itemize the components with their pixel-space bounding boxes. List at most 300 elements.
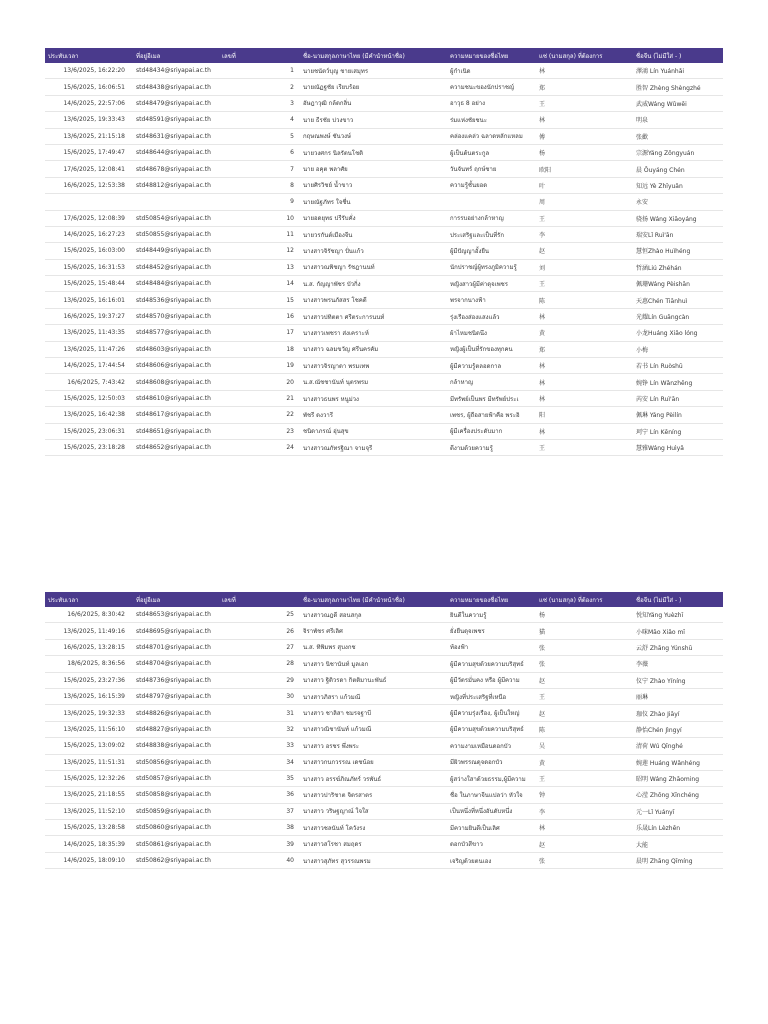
number-cell: 7: [219, 161, 300, 177]
surname-cell: 张: [536, 656, 633, 672]
table-row: [45, 390, 723, 406]
surname-cell: 王: [536, 210, 633, 226]
table-row: [45, 358, 723, 374]
header-row: [45, 592, 723, 607]
email-cell: std48736@sriyapai.ac.th: [133, 672, 219, 688]
table-row: [45, 112, 723, 128]
thai-name-cell: นางสาว อรรฆ์ภิณภัทร์ วรพันธ์: [300, 770, 447, 786]
thai-name-cell: นางสาวชลนันท์ โควังรง: [300, 820, 447, 836]
surname-cell: 林: [536, 374, 633, 390]
number-cell: 26: [219, 623, 300, 639]
chinese-name-cell: 婉铮 Lín Wǎnzhēng: [633, 374, 723, 390]
email-cell: std48577@sriyapai.ac.th: [133, 325, 219, 341]
header-timestamp: ประทับเวลา: [45, 592, 133, 607]
number-cell: 2: [219, 79, 300, 95]
table-row: [45, 194, 723, 210]
header-meaning: ความหมายของชื่อไทย: [447, 48, 536, 63]
surname-cell: 王: [536, 95, 633, 111]
chinese-name-cell: 芮安 Lín Ruì'ān: [633, 390, 723, 406]
table-row: [45, 243, 723, 259]
chinese-name-cell: 小龙Huáng Xiǎo lóng: [633, 325, 723, 341]
header-number: เลขที่: [219, 592, 300, 607]
surname-cell: 吴: [536, 738, 633, 754]
timestamp-cell: 14/6/2025, 16:27:23: [45, 226, 133, 242]
table-row: [45, 688, 723, 704]
student-names-table-1: [45, 48, 723, 456]
table-row: [45, 226, 723, 242]
surname-cell: 阳: [536, 407, 633, 423]
chinese-name-cell: 小咪Māo Xiǎo mī: [633, 623, 723, 639]
timestamp-cell: 18/6/2025, 8:36:56: [45, 656, 133, 672]
thai-name-cell: นางสาวปาริชาต จิตรสาตร: [300, 787, 447, 803]
surname-cell: 刘: [536, 259, 633, 275]
number-cell: 36: [219, 787, 300, 803]
header-row: [45, 48, 723, 63]
timestamp-cell: 14/6/2025, 22:57:06: [45, 95, 133, 111]
chinese-name-cell: 瑞安Lǐ Ruì'ān: [633, 226, 723, 242]
number-cell: 39: [219, 836, 300, 852]
surname-cell: 赵: [536, 836, 633, 852]
name-meaning-cell: มีความยินดีเป็นเลิศ: [447, 820, 536, 836]
table-row: [45, 407, 723, 423]
name-meaning-cell: ผู้มีความรู้ตลอดกาล: [447, 358, 536, 374]
table-row: [45, 705, 723, 721]
chinese-name-cell: 天惠Chén Tiānhuì: [633, 292, 723, 308]
thai-name-cell: นางสาวกนกวรรณ เดชน้อย: [300, 754, 447, 770]
table-row: [45, 738, 723, 754]
chinese-name-cell: 知远 Yè Zhīyuǎn: [633, 177, 723, 193]
name-meaning-cell: กล้าหาญ: [447, 374, 536, 390]
name-meaning-cell: ยินดีในความรู้: [447, 607, 536, 623]
number-cell: 25: [219, 607, 300, 623]
header-meaning: ความหมายของชื่อไทย: [447, 592, 536, 607]
email-cell: std48449@sriyapai.ac.th: [133, 243, 219, 259]
name-meaning-cell: ความรู้ชั้นยอด: [447, 177, 536, 193]
number-cell: 11: [219, 226, 300, 242]
email-cell: std48606@sriyapai.ac.th: [133, 358, 219, 374]
thai-name-cell: น.ส. ทิพิมพร สุบงกช: [300, 639, 447, 655]
number-cell: 29: [219, 672, 300, 688]
thai-name-cell: นางสาวพรนภัสสร โชคดี: [300, 292, 447, 308]
header-email: ที่อยู่อีเมล: [133, 592, 219, 607]
timestamp-cell: 16/6/2025, 12:53:38: [45, 177, 133, 193]
name-meaning-cell: ดอกบัวสีขาว: [447, 836, 536, 852]
name-meaning-cell: ผู้เป็นต้นตระกูล: [447, 144, 536, 160]
name-meaning-cell: ชื่อ ในภาษาจีนแปลว่า หัวใจ: [447, 787, 536, 803]
table-row: [45, 292, 723, 308]
surname-cell: 郑: [536, 341, 633, 357]
chinese-name-cell: 永安: [633, 194, 723, 210]
table-row: [45, 607, 723, 623]
name-meaning-cell: ความงามเหมือนดอกบัว: [447, 738, 536, 754]
chinese-name-cell: 清荷 Wú Qīnghé: [633, 738, 723, 754]
thai-name-cell: นางสาวจิรญาดา พรมเทพ: [300, 358, 447, 374]
surname-cell: 赵: [536, 243, 633, 259]
thai-name-cell: นางสาว วริษฐญาณ์ ใจใส: [300, 803, 447, 819]
email-cell: std50862@sriyapai.ac.th: [133, 852, 219, 868]
surname-cell: 周: [536, 194, 633, 210]
header-thai-name: ชื่อ-นามสกุลภาษาไทย (มีคำนำหน้าชื่อ): [300, 48, 447, 63]
number-cell: 37: [219, 803, 300, 819]
table-row: [45, 79, 723, 95]
header-timestamp: ประทับเวลา: [45, 48, 133, 63]
thai-name-cell: นางสาวสุภัทร สุวรรณพรม: [300, 852, 447, 868]
chinese-name-cell: 昭明 Wáng Zhāoming: [633, 770, 723, 786]
number-cell: 4: [219, 112, 300, 128]
email-cell: std48797@sriyapai.ac.th: [133, 688, 219, 704]
email-cell: std48570@sriyapai.ac.th: [133, 308, 219, 324]
chinese-name-cell: 乐晟Lín Lèzhēn: [633, 820, 723, 836]
timestamp-cell: 13/6/2025, 19:33:43: [45, 112, 133, 128]
chinese-name-cell: 静怡Chén Jìngyí: [633, 721, 723, 737]
chinese-name-cell: 若书 Lín Ruòshū: [633, 358, 723, 374]
email-cell: std48827@sriyapai.ac.th: [133, 721, 219, 737]
email-cell: std48631@sriyapai.ac.th: [133, 128, 219, 144]
timestamp-cell: 16/6/2025, 7:43:42: [45, 374, 133, 390]
thai-name-cell: นางสาว อรชร พึ่งพระ: [300, 738, 447, 754]
name-meaning-cell: หญิงสาวผู้มีค่าดุจเพชร: [447, 276, 536, 292]
table-row: [45, 63, 723, 79]
surname-cell: 林: [536, 63, 633, 79]
email-cell: std48701@sriyapai.ac.th: [133, 639, 219, 655]
number-cell: 35: [219, 770, 300, 786]
timestamp-cell: 15/6/2025, 16:03:00: [45, 243, 133, 259]
chinese-name-cell: 佩珊Wáng Pèishān: [633, 276, 723, 292]
header-email: ที่อยู่อีเมล: [133, 48, 219, 63]
thai-name-cell: นายอดยุทธ ปรีรับคั่ง: [300, 210, 447, 226]
thai-name-cell: นางสาวณพิชญา รัชฎานนท์: [300, 259, 447, 275]
timestamp-cell: 13/6/2025, 11:51:31: [45, 754, 133, 770]
email-cell: std48603@sriyapai.ac.th: [133, 341, 219, 357]
header-thai-name: ชื่อ-นามสกุลภาษาไทย (มีคำนำหน้าชื่อ): [300, 592, 447, 607]
name-meaning-cell: หญิงที่ประเสริฐที่เหนือ: [447, 688, 536, 704]
timestamp-cell: 15/6/2025, 23:06:31: [45, 423, 133, 439]
chinese-name-cell: 哲涵Liú Zhéhán: [633, 259, 723, 275]
timestamp-cell: 15/6/2025, 16:31:53: [45, 259, 133, 275]
surname-cell: 郑: [536, 79, 633, 95]
header-surname: แซ่ (นามสกุล) ที่ต้องการ: [536, 48, 633, 63]
timestamp-cell: 15/6/2025, 15:48:44: [45, 276, 133, 292]
table-row: [45, 210, 723, 226]
thai-name-cell: นายณัฐภัทร ใจชื่น: [300, 194, 447, 210]
surname-cell: 叶: [536, 177, 633, 193]
surname-cell: 林: [536, 390, 633, 406]
table-row: [45, 177, 723, 193]
number-cell: 5: [219, 128, 300, 144]
thai-name-cell: นางสาวณิชานันท์ แก้วมณี: [300, 721, 447, 737]
surname-cell: 李: [536, 803, 633, 819]
email-cell: std50856@sriyapai.ac.th: [133, 754, 219, 770]
email-cell: std50860@sriyapai.ac.th: [133, 820, 219, 836]
table-row: [45, 721, 723, 737]
table-row: [45, 423, 723, 439]
chinese-name-cell: 明泉: [633, 112, 723, 128]
chinese-name-cell: 澤鴻 Lín Yuánhǎi: [633, 63, 723, 79]
number-cell: 38: [219, 820, 300, 836]
thai-name-cell: นางสาวสโรชา สมฤดร: [300, 836, 447, 852]
name-meaning-cell: ยั่งยืนดุจเพชร: [447, 623, 536, 639]
thai-name-cell: นางสาวธนพร หนูม่วง: [300, 390, 447, 406]
email-cell: std48610@sriyapai.ac.th: [133, 390, 219, 406]
email-cell: std48812@sriyapai.ac.th: [133, 177, 219, 193]
chinese-name-cell: 珂宁 Lín Kēníng: [633, 423, 723, 439]
chinese-name-cell: 晨明 Zhāng Qīmíng: [633, 852, 723, 868]
name-meaning-cell: ผ้าไหมชนิดนึง: [447, 325, 536, 341]
thai-name-cell: นางสาว ชาลิสา ชมรจฐาบี: [300, 705, 447, 721]
thai-name-cell: นายศิรวิชย์ น้ำขาว: [300, 177, 447, 193]
surname-cell: 林: [536, 308, 633, 324]
surname-cell: 林: [536, 358, 633, 374]
surname-cell: 张: [536, 852, 633, 868]
chinese-name-cell: 晨 Ōuyáng Chén: [633, 161, 723, 177]
name-meaning-cell: ผู้สว่างใสาด้วยธรรม,ผู้มีความ: [447, 770, 536, 786]
header-number: เลขที่: [219, 48, 300, 63]
email-cell: std50857@sriyapai.ac.th: [133, 770, 219, 786]
name-meaning-cell: ผู้มีปัญญาอั้งยืน: [447, 243, 536, 259]
student-names-table-2: [45, 592, 723, 869]
thai-name-cell: อัษฎาวุฒิ กล้ดกลิ่น: [300, 95, 447, 111]
header-surname: แซ่ (นามสกุล) ที่ต้องการ: [536, 592, 633, 607]
thai-name-cell: นายชนัตว์บุญ ชายเสมุทร: [300, 63, 447, 79]
number-cell: 23: [219, 423, 300, 439]
name-meaning-cell: การรบอย่างกล้าหาญ: [447, 210, 536, 226]
table-row: [45, 276, 723, 292]
email-cell: std48678@sriyapai.ac.th: [133, 161, 219, 177]
table-row: [45, 770, 723, 786]
name-meaning-cell: ผู้มีเครื่องประดับมาก: [447, 423, 536, 439]
surname-cell: 赵: [536, 705, 633, 721]
chinese-name-cell: 宗源Yáng Zōngyuán: [633, 144, 723, 160]
email-cell: std50861@sriyapai.ac.th: [133, 836, 219, 852]
email-cell: std48652@sriyapai.ac.th: [133, 439, 219, 455]
thai-name-cell: นางสาวปทิตตา ศรีตระการนนท์: [300, 308, 447, 324]
table-row: [45, 787, 723, 803]
email-cell: std48826@sriyapai.ac.th: [133, 705, 219, 721]
table-row: [45, 803, 723, 819]
email-cell: std48536@sriyapai.ac.th: [133, 292, 219, 308]
chinese-name-cell: 张歡: [633, 128, 723, 144]
surname-cell: 林: [536, 112, 633, 128]
timestamp-cell: 13/6/2025, 11:43:35: [45, 325, 133, 341]
number-cell: 40: [219, 852, 300, 868]
thai-name-cell: นางสาว นิชานันท์ มูลเอก: [300, 656, 447, 672]
timestamp-cell: 15/6/2025, 23:27:36: [45, 672, 133, 688]
name-meaning-cell: นักปราชญ์ผู้ทรงภูมิความรู้: [447, 259, 536, 275]
surname-cell: 陈: [536, 721, 633, 737]
name-meaning-cell: คล่องแคล่ว ฉลาดหลักแหลม: [447, 128, 536, 144]
table-row: [45, 639, 723, 655]
surname-cell: 欧阳: [536, 161, 633, 177]
thai-name-cell: นาย ธีรชัย บ่วงขาว: [300, 112, 447, 128]
timestamp-cell: 14/6/2025, 18:35:39: [45, 836, 133, 852]
number-cell: 14: [219, 276, 300, 292]
number-cell: 34: [219, 754, 300, 770]
name-meaning-cell: ประเสริฐและเป็นที่รัก: [447, 226, 536, 242]
number-cell: 19: [219, 358, 300, 374]
name-meaning-cell: [447, 194, 536, 210]
number-cell: 31: [219, 705, 300, 721]
email-cell: std50858@sriyapai.ac.th: [133, 787, 219, 803]
chinese-name-cell: 元一Lǐ Yuányī: [633, 803, 723, 819]
thai-name-cell: นายณัฏฐชัย เรียบร้อย: [300, 79, 447, 95]
chinese-name-cell: 胜智 Zhèng Shèngzhé: [633, 79, 723, 95]
surname-cell: 猫: [536, 623, 633, 639]
thai-name-cell: นางสาวณภัทรฐิณา จามจุรี: [300, 439, 447, 455]
surname-cell: 林: [536, 423, 633, 439]
surname-cell: 王: [536, 770, 633, 786]
timestamp-cell: 17/6/2025, 12:08:41: [45, 161, 133, 177]
name-meaning-cell: เจริญด้วยตนเอง: [447, 852, 536, 868]
surname-cell: 黄: [536, 325, 633, 341]
table-row: [45, 754, 723, 770]
header-chinese-name: ชื่อจีน (ไม่มีใส่ - ): [633, 592, 723, 607]
email-cell: std48838@sriyapai.ac.th: [133, 738, 219, 754]
number-cell: 28: [219, 656, 300, 672]
name-meaning-cell: อาวุธ 8 อย่าง: [447, 95, 536, 111]
table-row: [45, 656, 723, 672]
surname-cell: 王: [536, 688, 633, 704]
thai-name-cell: นางสาวภิสรา แก้วมณี: [300, 688, 447, 704]
table-row: [45, 95, 723, 111]
email-cell: std48608@sriyapai.ac.th: [133, 374, 219, 390]
timestamp-cell: 15/6/2025, 23:18:28: [45, 439, 133, 455]
timestamp-cell: 13/6/2025, 21:15:18: [45, 128, 133, 144]
number-cell: 33: [219, 738, 300, 754]
number-cell: 3: [219, 95, 300, 111]
thai-name-cell: นายวรกันต์เมืองจีน: [300, 226, 447, 242]
number-cell: 30: [219, 688, 300, 704]
timestamp-cell: 16/6/2025, 13:28:15: [45, 639, 133, 655]
number-cell: 15: [219, 292, 300, 308]
email-cell: std50854@sriyapai.ac.th: [133, 210, 219, 226]
email-cell: [133, 194, 219, 210]
thai-name-cell: พัชรี ดงวารี: [300, 407, 447, 423]
name-meaning-cell: ผู้มีความสุขด้วยความบริสุทธ์: [447, 721, 536, 737]
thai-name-cell: นาย อคุต พลาศัย: [300, 161, 447, 177]
chinese-name-cell: 仪宁 Zhào Yíníng: [633, 672, 723, 688]
number-cell: 10: [219, 210, 300, 226]
email-cell: std50855@sriyapai.ac.th: [133, 226, 219, 242]
chinese-name-cell: 悦知Yáng Yuèzhī: [633, 607, 723, 623]
chinese-name-cell: 大能: [633, 836, 723, 852]
name-meaning-cell: ผู้มีความสุขด้วยความบริสุทธ์: [447, 656, 536, 672]
timestamp-cell: 13/6/2025, 16:15:39: [45, 688, 133, 704]
timestamp-cell: 14/6/2025, 18:09:10: [45, 852, 133, 868]
timestamp-cell: 13/6/2025, 11:52:10: [45, 803, 133, 819]
number-cell: 12: [219, 243, 300, 259]
table-row: [45, 852, 723, 868]
table-row: [45, 341, 723, 357]
number-cell: 21: [219, 390, 300, 406]
name-meaning-cell: ผู้มีวัตรมั่นคง หรือ ผู้มีความ: [447, 672, 536, 688]
timestamp-cell: 13/6/2025, 11:47:26: [45, 341, 133, 357]
number-cell: 27: [219, 639, 300, 655]
thai-name-cell: กฤษณพงษ์ ชันวงษ์: [300, 128, 447, 144]
email-cell: std48479@sriyapai.ac.th: [133, 95, 219, 111]
table-row: [45, 161, 723, 177]
thai-name-cell: นายวงศกร นิลรัตนโชติ: [300, 144, 447, 160]
email-cell: std48591@sriyapai.ac.th: [133, 112, 219, 128]
thai-name-cell: นางสาว ฉลมขวัญ ศรีนครคัม: [300, 341, 447, 357]
timestamp-cell: 17/6/2025, 12:08:39: [45, 210, 133, 226]
email-cell: std48617@sriyapai.ac.th: [133, 407, 219, 423]
number-cell: 20: [219, 374, 300, 390]
surname-cell: 陈: [536, 292, 633, 308]
name-meaning-cell: หญิงผู้เป็นที่รักของทุกคน: [447, 341, 536, 357]
name-meaning-cell: ท้องฟ้า: [447, 639, 536, 655]
table-row: [45, 836, 723, 852]
timestamp-cell: [45, 194, 133, 210]
thai-name-cell: น.ส. กัญญาพัชร บัวกิ่ง: [300, 276, 447, 292]
surname-cell: 钟: [536, 787, 633, 803]
surname-cell: 傅: [536, 128, 633, 144]
chinese-name-cell: 云舒 Zhāng Yúnshū: [633, 639, 723, 655]
surname-cell: 杨: [536, 144, 633, 160]
email-cell: std48651@sriyapai.ac.th: [133, 423, 219, 439]
number-cell: 9: [219, 194, 300, 210]
thai-name-cell: นางสาวณฎดี สอนสกุล: [300, 607, 447, 623]
surname-cell: 张: [536, 639, 633, 655]
surname-cell: 黄: [536, 754, 633, 770]
number-cell: 6: [219, 144, 300, 160]
table-row: [45, 623, 723, 639]
table-row: [45, 259, 723, 275]
name-meaning-cell: ความชนะของนักปราชญ์: [447, 79, 536, 95]
timestamp-cell: 15/6/2025, 12:32:26: [45, 770, 133, 786]
timestamp-cell: 15/6/2025, 16:06:51: [45, 79, 133, 95]
timestamp-cell: 15/6/2025, 12:50:03: [45, 390, 133, 406]
name-meaning-cell: วันจันทร์ ฤกษ์ชาย: [447, 161, 536, 177]
timestamp-cell: 13/6/2025, 11:49:16: [45, 623, 133, 639]
email-cell: std48484@sriyapai.ac.th: [133, 276, 219, 292]
thai-name-cell: นางสาว ฐิติวรดา กิตติมานะพันธ์: [300, 672, 447, 688]
email-cell: std48644@sriyapai.ac.th: [133, 144, 219, 160]
timestamp-cell: 15/6/2025, 13:28:58: [45, 820, 133, 836]
thai-name-cell: นางสาวเพชรา ส่งเคราะห์: [300, 325, 447, 341]
timestamp-cell: 16/6/2025, 8:30:42: [45, 607, 133, 623]
number-cell: 18: [219, 341, 300, 357]
chinese-name-cell: 心滢 Zhōng Xīnchéng: [633, 787, 723, 803]
thai-name-cell: นางสาวจิรัชญา ปั่นแก้ว: [300, 243, 447, 259]
timestamp-cell: 13/6/2025, 16:16:01: [45, 292, 133, 308]
surname-cell: 林: [536, 820, 633, 836]
number-cell: 8: [219, 177, 300, 193]
name-meaning-cell: เพชร, ผู้ถือสายฟ้าคือ พระอิ: [447, 407, 536, 423]
surname-cell: 杨: [536, 607, 633, 623]
chinese-name-cell: 婉莲 Huáng Wǎnhéng: [633, 754, 723, 770]
thai-name-cell: ชนิดาภรณ์ อุ่นสุข: [300, 423, 447, 439]
timestamp-cell: 16/6/2025, 19:37:27: [45, 308, 133, 324]
timestamp-cell: 13/6/2025, 19:32:33: [45, 705, 133, 721]
number-cell: 13: [219, 259, 300, 275]
table-row: [45, 820, 723, 836]
name-meaning-cell: ผู้กำเนิด: [447, 63, 536, 79]
timestamp-cell: 15/6/2025, 17:49:47: [45, 144, 133, 160]
email-cell: std48695@sriyapai.ac.th: [133, 623, 219, 639]
name-meaning-cell: พรจากนางฟ้า: [447, 292, 536, 308]
chinese-name-cell: 佩琳 Yáng Pèilín: [633, 407, 723, 423]
timestamp-cell: 15/6/2025, 13:09:02: [45, 738, 133, 754]
thai-name-cell: น.ส.ณัชชานันท์ นุตรพรม: [300, 374, 447, 390]
email-cell: std48434@sriyapai.ac.th: [133, 63, 219, 79]
chinese-name-cell: 珈仪 Zhào Jiāyí: [633, 705, 723, 721]
chinese-name-cell: 慧雅Wáng Huìyǎ: [633, 439, 723, 455]
chinese-name-cell: 李薇: [633, 656, 723, 672]
surname-cell: 王: [536, 276, 633, 292]
table-row: [45, 308, 723, 324]
chinese-name-cell: 光耀Lín Guāngcàn: [633, 308, 723, 324]
table-row: [45, 325, 723, 341]
